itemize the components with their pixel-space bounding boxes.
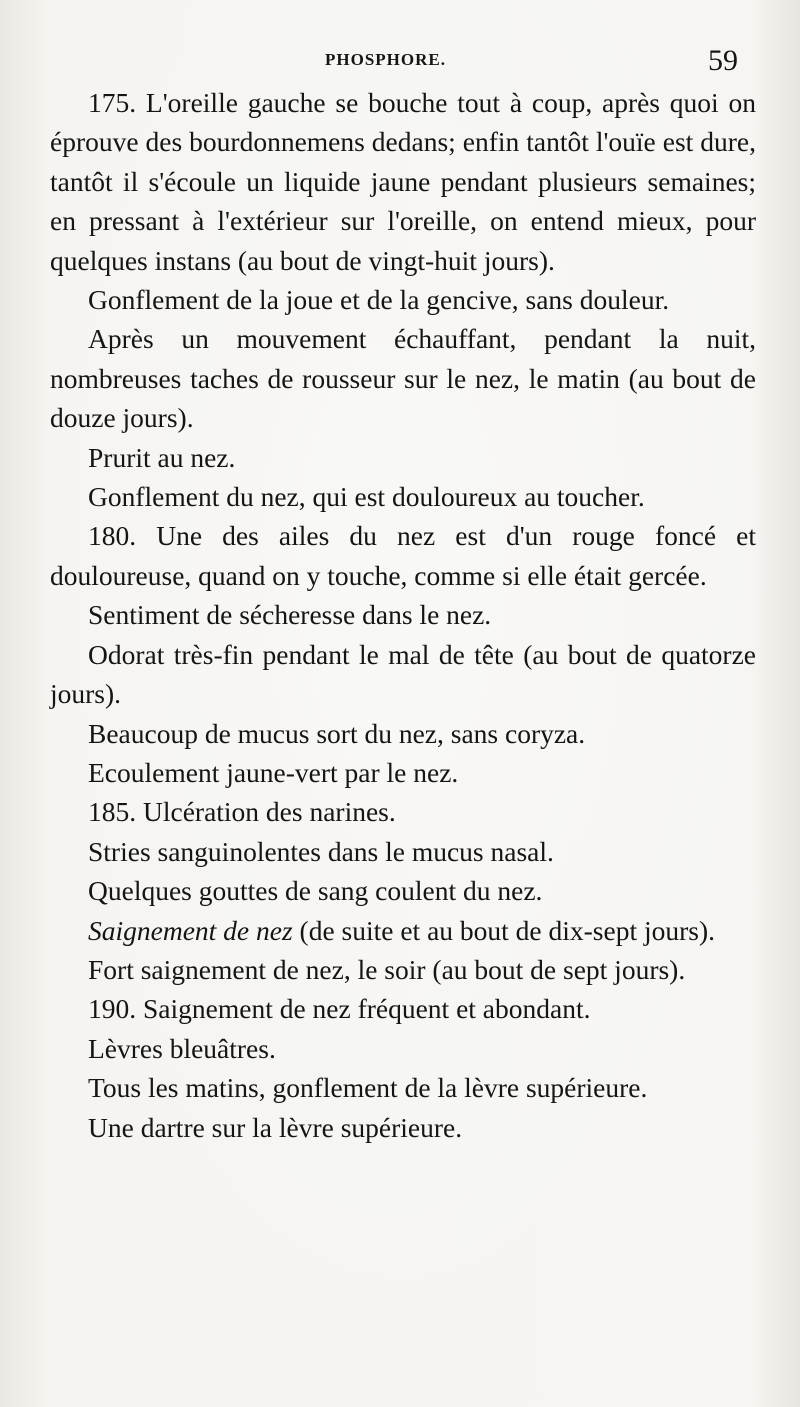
running-title: PHOSPHORE. (325, 50, 446, 69)
paragraph-ecoulement: Ecoulement jaune-vert par le nez. (88, 756, 459, 788)
paragraph-175: 175. L'oreille gauche se bouche tout à coup, après quoi on éprouve des bourdonnemens dedans; enfin tantôt l'ouïe est dure, tantôt il s'écoule un liquide jaune pendant plusieurs semaines; en pressant à l'extérieur sur l'oreille, on entend mieux, pour quelques instans (au bout de vingt-huit jours). (50, 87, 756, 276)
page-number: 59 (708, 44, 738, 77)
paragraph-matins: Tous les matins, gonflement de la lèvre supérieure. (88, 1072, 648, 1104)
paragraph-180: 180. Une des ailes du nez est d'un rouge foncé et douloureuse, quand on y touche, comme si elle était gercée. (50, 520, 756, 591)
body-text (50, 83, 756, 1147)
paragraph-taches: Après un mouvement échauffant, pendant la nuit, nombreuses taches de rousseur sur le nez, le matin (au bout de douze jours). (50, 323, 756, 434)
paragraph-odorat: Odorat très-fin pendant le mal de tête (au bout de quatorze jours). (50, 638, 756, 710)
paragraph-levres: Lèvres bleuâtres. (88, 1032, 276, 1064)
italic-term: Saignement de nez (88, 914, 293, 946)
paragraph-mucus: Beaucoup de mucus sort du nez, sans coryza. (88, 717, 586, 749)
paragraph-185: 185. Ulcération des narines. (88, 796, 396, 828)
paragraph-saignement-rest: (de suite et au bout de dix-sept jours). (292, 914, 716, 946)
paragraph-joue: Gonflement de la joue et de la gencive, sans douleur. (88, 284, 670, 316)
paragraph-stries: Stries sanguinolentes dans le mucus nasal. (88, 835, 554, 867)
paragraph-190: 190. Saignement de nez fréquent et abondant. (88, 993, 591, 1025)
paragraph-secheresse: Sentiment de sécheresse dans le nez. (88, 599, 492, 631)
page-header (0, 44, 800, 84)
paragraph-fort-saignement: Fort saignement de nez, le soir (au bout de sept jours). (88, 953, 686, 985)
paragraph-gouttes: Quelques gouttes de sang coulent du nez. (88, 875, 543, 907)
paragraph-dartre: Une dartre sur la lèvre supérieure. (88, 1111, 463, 1143)
paragraph-saignement (50, 911, 756, 950)
paragraph-prurit: Prurit au nez. (88, 441, 236, 473)
paragraph-gonflement-nez: Gonflement du nez, qui est douloureux au toucher. (88, 481, 645, 513)
